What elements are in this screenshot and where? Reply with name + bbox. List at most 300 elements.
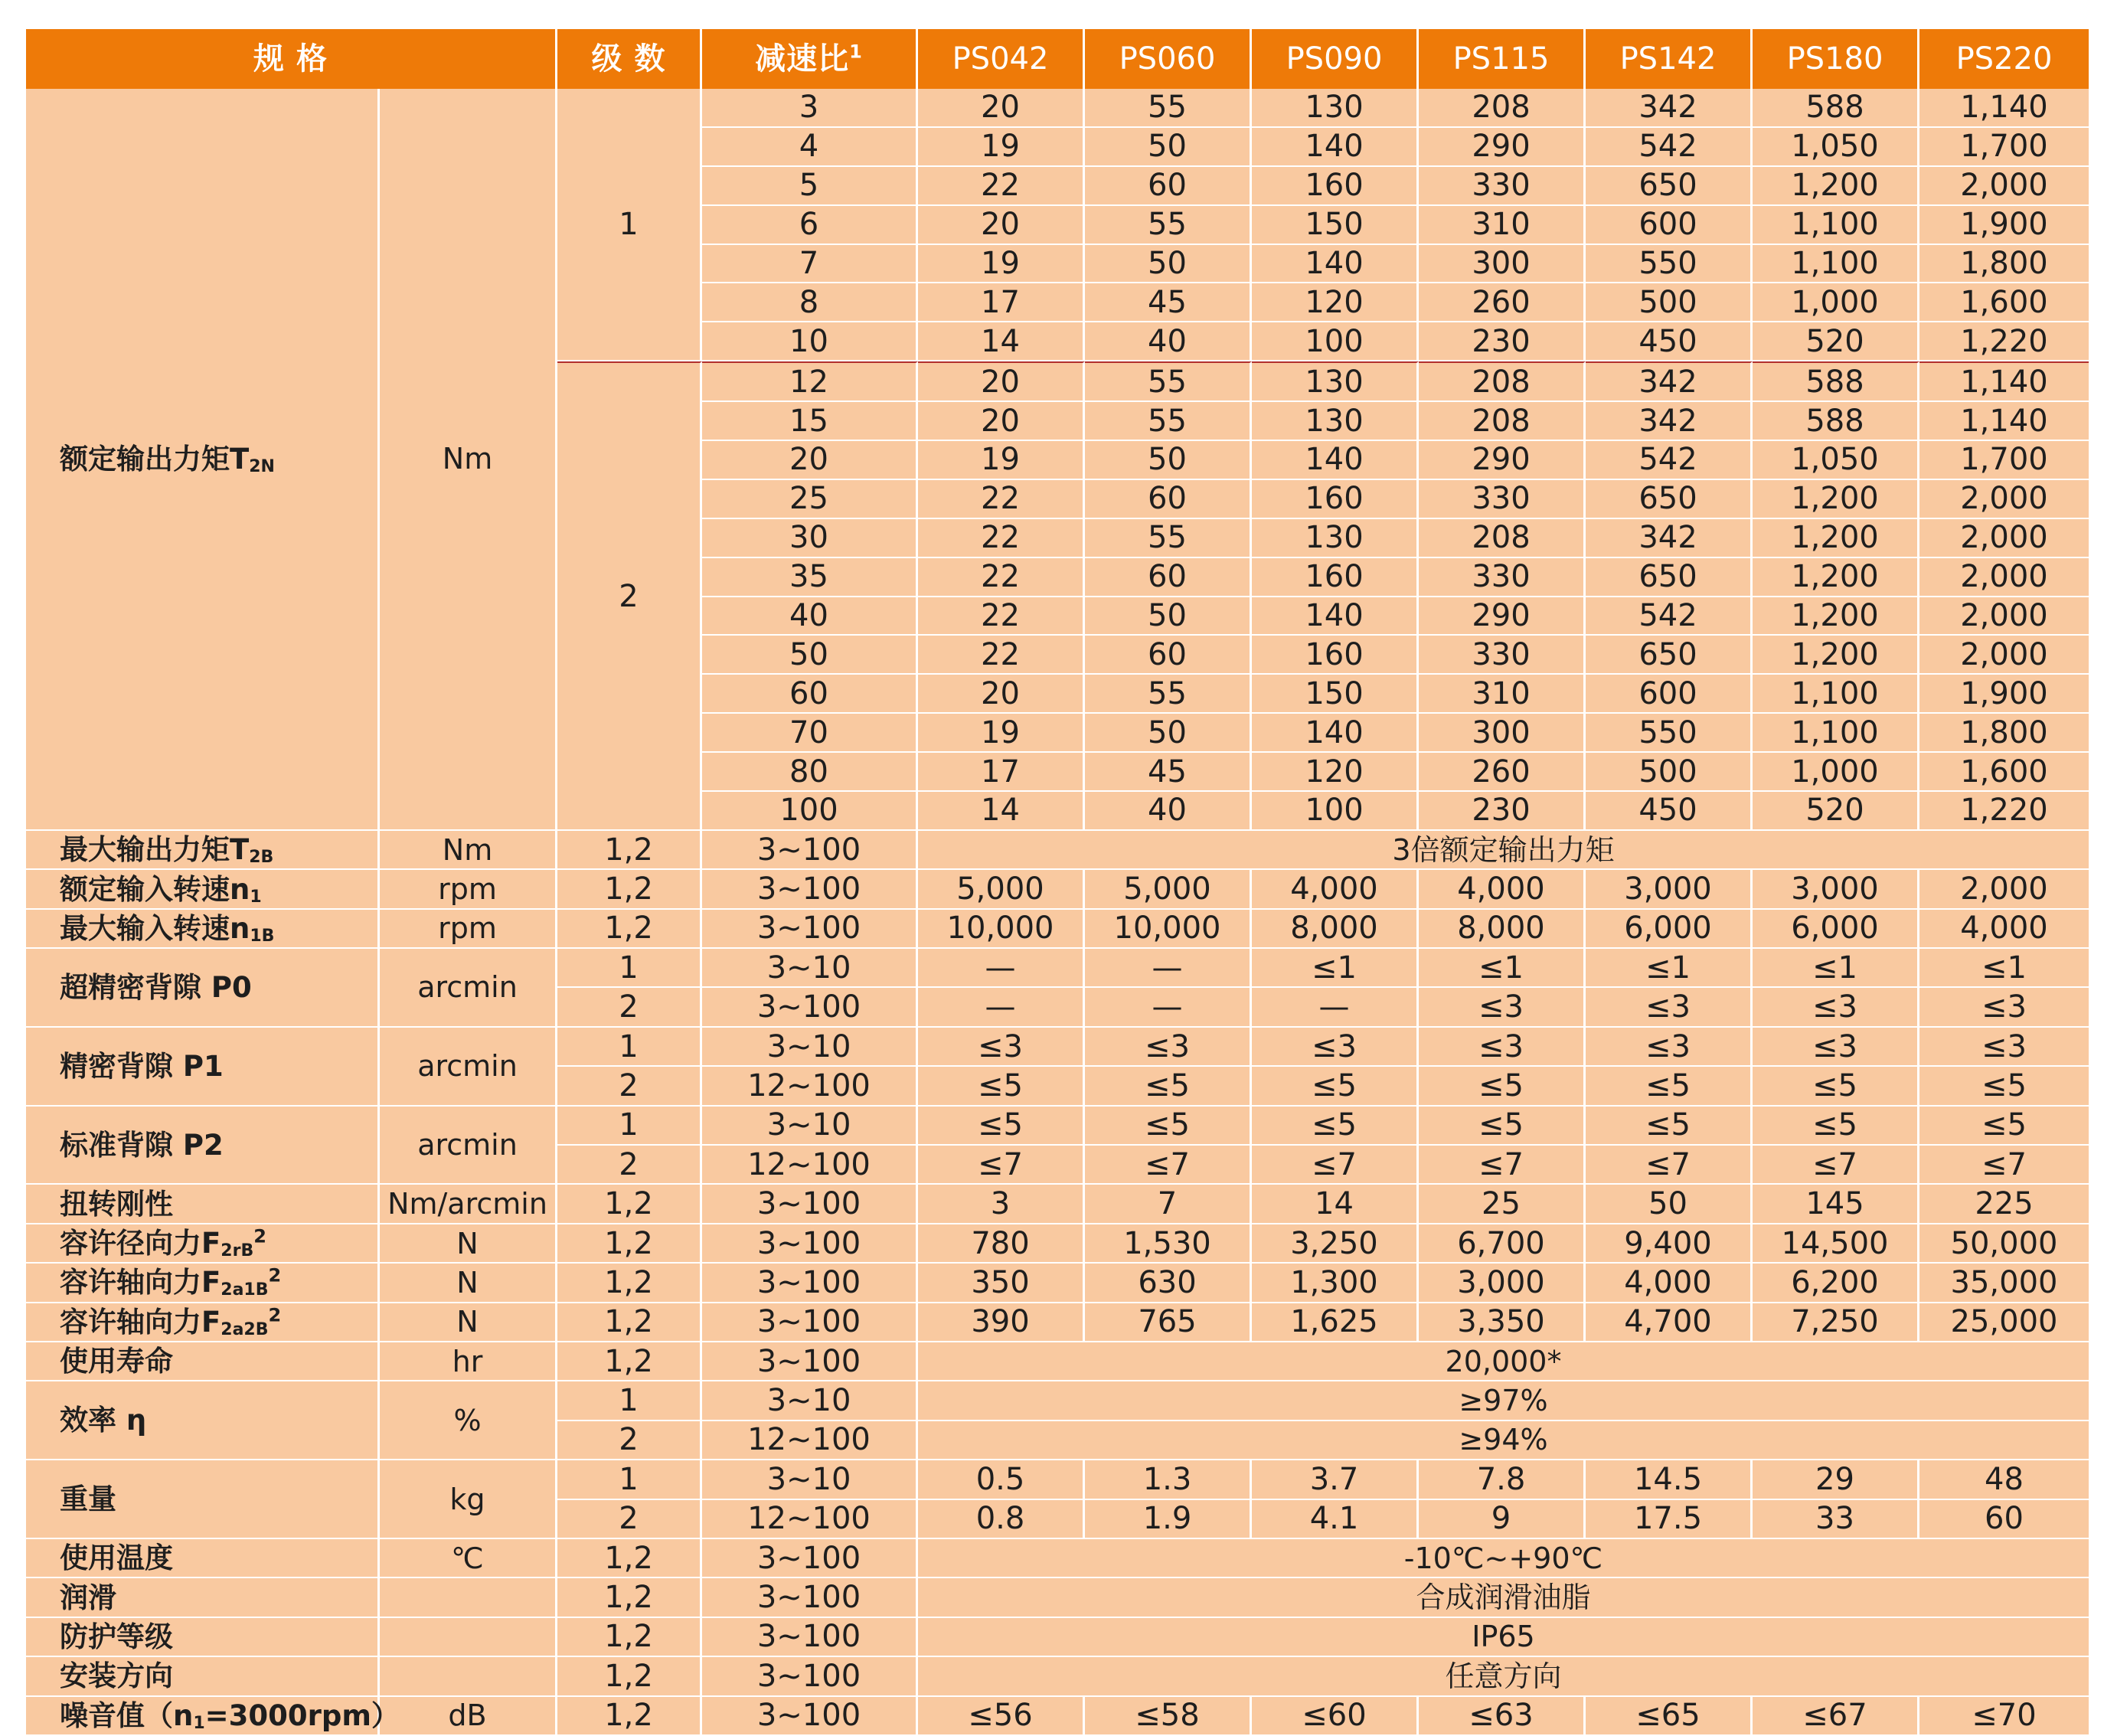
value-cell-ps042: 22 [918, 636, 1085, 675]
value-cell-ps115: 208 [1419, 89, 1586, 128]
value-cell-ps220: 35,000 [1919, 1264, 2089, 1303]
value-cell-ps220: 4,000 [1919, 910, 2089, 949]
stage-1-cell: 1 [557, 89, 702, 361]
value-cell-ps090: ≤5 [1252, 1067, 1419, 1106]
value-cell-ps142: 14.5 [1586, 1460, 1753, 1499]
value-cell-ps180: 1,200 [1753, 597, 1919, 636]
value-cell-ps180: 588 [1753, 402, 1919, 441]
value-cell-ps115: 300 [1419, 714, 1586, 753]
value-cell-ps142: ≤5 [1586, 1067, 1753, 1106]
value-cell-ps180: ≤1 [1753, 949, 1919, 988]
value-cell-ps060: 55 [1085, 361, 1252, 402]
value-cell-ps142: 550 [1586, 714, 1753, 753]
value-cell-ps090: ≤7 [1252, 1146, 1419, 1185]
value-cell-ps042: 20 [918, 206, 1085, 245]
value-cell-ps115: 208 [1419, 519, 1586, 558]
value-cell-ps042: 390 [918, 1303, 1085, 1342]
value-cell-ps115: 230 [1419, 792, 1586, 831]
row-label-text: 额定输入转速n [60, 872, 250, 906]
value-cell-ps142: ≤5 [1586, 1107, 1753, 1146]
value-cell-ps060: 765 [1085, 1303, 1252, 1342]
value-cell-ps090: 14 [1252, 1185, 1419, 1224]
value-cell-ps060: ≤7 [1085, 1146, 1252, 1185]
efficiency-row [26, 1381, 2089, 1421]
value-cell-ps115: ≤7 [1419, 1146, 1586, 1185]
header-ratio [702, 29, 918, 89]
rated-torque-row [26, 89, 2089, 128]
value-cell-ps180: ≤7 [1753, 1146, 1919, 1185]
value-cell-ps115: 290 [1419, 597, 1586, 636]
value-cell-ps220: ≤1 [1919, 949, 2089, 988]
header-model-ps115: PS115 [1419, 29, 1586, 89]
value-cell-ps180: ≤3 [1753, 1028, 1919, 1067]
efficiency-stage: 1 [557, 1381, 702, 1421]
value-cell-ps115: 290 [1419, 128, 1586, 167]
value-cell-ps090: 150 [1252, 675, 1419, 714]
value-cell-ps090: 3.7 [1252, 1460, 1419, 1499]
value-cell-ps115: 6,700 [1419, 1224, 1586, 1264]
value-cell-ps042: 19 [918, 714, 1085, 753]
value-cell-ps115: 230 [1419, 322, 1586, 361]
row-label-text: 最大输出力矩T [60, 833, 250, 867]
rated-speed-ratio: 3~100 [702, 870, 918, 909]
value-cell-ps142: 600 [1586, 675, 1753, 714]
value-cell-ps090: 1,300 [1252, 1264, 1419, 1303]
value-cell-ps115: 330 [1419, 167, 1586, 206]
value-cell-ps142: 3,000 [1586, 870, 1753, 909]
ratio-cell: 5 [702, 167, 918, 206]
weight-stage: 1 [557, 1460, 702, 1499]
value-cell-ps142: 450 [1586, 792, 1753, 831]
value-cell-ps060: 55 [1085, 402, 1252, 441]
value-cell-ps180: ≤5 [1753, 1107, 1919, 1146]
value-cell-ps115: 208 [1419, 361, 1586, 402]
value-cell-ps042: 20 [918, 361, 1085, 402]
value-cell-ps180: ≤67 [1753, 1697, 1919, 1736]
torsional-stiffness-label [26, 1185, 380, 1224]
value-cell-ps220: 1,600 [1919, 753, 2089, 792]
value-cell-ps060: 7 [1085, 1185, 1252, 1224]
value-cell-ps220: ≤3 [1919, 988, 2089, 1027]
value-cell-ps180: 1,200 [1753, 480, 1919, 519]
backlash-p1-row [26, 1028, 2089, 1067]
value-cell-ps060: 50 [1085, 245, 1252, 284]
row-label-text: 额定输出力矩T [60, 442, 250, 476]
value-cell-ps090: 130 [1252, 361, 1419, 402]
backlash-p2-stage: 1 [557, 1107, 702, 1146]
value-cell-ps060: 55 [1085, 206, 1252, 245]
backlash-p2-stage: 2 [557, 1146, 702, 1185]
max-speed-ratio: 3~100 [702, 910, 918, 949]
ratio-cell: 8 [702, 283, 918, 322]
value-cell-ps042: 350 [918, 1264, 1085, 1303]
value-cell-ps042: 20 [918, 402, 1085, 441]
backlash-p1-unit: arcmin [380, 1028, 557, 1107]
value-cell-ps060: 60 [1085, 480, 1252, 519]
max-torque-value: 3倍额定输出力矩 [918, 831, 2089, 870]
axial-force-2-label [26, 1303, 380, 1342]
backlash-p0-ratio: 3~10 [702, 949, 918, 988]
value-cell-ps180: 33 [1753, 1500, 1919, 1539]
ratio-cell: 6 [702, 206, 918, 245]
value-cell-ps090: 130 [1252, 402, 1419, 441]
value-cell-ps220: ≤5 [1919, 1067, 2089, 1106]
service-life-stage: 1,2 [557, 1342, 702, 1381]
service-life-unit: hr [380, 1342, 557, 1381]
value-cell-ps115: 260 [1419, 753, 1586, 792]
value-cell-ps090: 160 [1252, 558, 1419, 597]
service-life-value: 20,000* [918, 1342, 2089, 1381]
backlash-p0-stage: 1 [557, 949, 702, 988]
efficiency-unit: % [380, 1381, 557, 1460]
value-cell-ps115: 290 [1419, 441, 1586, 480]
value-cell-ps180: 520 [1753, 792, 1919, 831]
mounting-direction-ratio: 3~100 [702, 1657, 918, 1696]
noise-level-stage: 1,2 [557, 1697, 702, 1736]
value-cell-ps090: 8,000 [1252, 910, 1419, 949]
value-cell-ps042: 22 [918, 167, 1085, 206]
value-cell-ps042: ≤7 [918, 1146, 1085, 1185]
value-cell-ps180: 1,200 [1753, 167, 1919, 206]
value-cell-ps142: ≤7 [1586, 1146, 1753, 1185]
header-model-ps060: PS060 [1085, 29, 1252, 89]
operating-temperature-label [26, 1539, 380, 1578]
protection-class-stage: 1,2 [557, 1618, 702, 1657]
value-cell-ps115: 300 [1419, 245, 1586, 284]
value-cell-ps180: 1,100 [1753, 206, 1919, 245]
value-cell-ps115: ≤3 [1419, 1028, 1586, 1067]
value-cell-ps115: 330 [1419, 480, 1586, 519]
value-cell-ps060: 50 [1085, 441, 1252, 480]
row-label-text: 容许轴向力F [60, 1305, 221, 1339]
value-cell-ps142: 4,700 [1586, 1303, 1753, 1342]
torsional-stiffness-stage: 1,2 [557, 1185, 702, 1224]
value-cell-ps042: 22 [918, 480, 1085, 519]
value-cell-ps090: 100 [1252, 792, 1419, 831]
ratio-cell: 15 [702, 402, 918, 441]
value-cell-ps060: 5,000 [1085, 870, 1252, 909]
value-cell-ps142: 500 [1586, 753, 1753, 792]
value-cell-ps090: ≤3 [1252, 1028, 1419, 1067]
value-cell-ps090: 120 [1252, 283, 1419, 322]
value-cell-ps090: 100 [1252, 322, 1419, 361]
weight-stage: 2 [557, 1500, 702, 1539]
value-cell-ps090: 4,000 [1252, 870, 1419, 909]
value-cell-ps060: 40 [1085, 322, 1252, 361]
value-cell-ps090: 140 [1252, 597, 1419, 636]
value-cell-ps142: 650 [1586, 636, 1753, 675]
axial-force-2-unit: N [380, 1303, 557, 1342]
ratio-cell: 12 [702, 361, 918, 402]
row-label-text: 安装方向 [60, 1659, 173, 1693]
radial-force-unit: N [380, 1224, 557, 1264]
row-label-subscript: 2B [249, 848, 274, 868]
protection-class-row [26, 1618, 2089, 1657]
value-cell-ps042: ≤5 [918, 1107, 1085, 1146]
value-cell-ps180: 6,000 [1753, 910, 1919, 949]
ratio-cell: 70 [702, 714, 918, 753]
protection-class-ratio: 3~100 [702, 1618, 918, 1657]
value-cell-ps060: 10,000 [1085, 910, 1252, 949]
value-cell-ps060: 45 [1085, 283, 1252, 322]
header-model-ps042: PS042 [918, 29, 1085, 89]
value-cell-ps060: 60 [1085, 636, 1252, 675]
protection-class-unit [380, 1618, 557, 1657]
mounting-direction-value: 任意方向 [918, 1657, 2089, 1696]
lubrication-row [26, 1578, 2089, 1617]
value-cell-ps220: 2,000 [1919, 597, 2089, 636]
value-cell-ps142: ≤3 [1586, 1028, 1753, 1067]
ratio-cell: 100 [702, 792, 918, 831]
value-cell-ps042: 20 [918, 89, 1085, 128]
axial-force-1-stage: 1,2 [557, 1264, 702, 1303]
value-cell-ps142: 342 [1586, 89, 1753, 128]
weight-row [26, 1460, 2089, 1499]
rated-speed-label [26, 870, 380, 909]
max-speed-label [26, 910, 380, 949]
value-cell-ps220: 1,900 [1919, 206, 2089, 245]
axial-force-2-ratio: 3~100 [702, 1303, 918, 1342]
value-cell-ps115: 260 [1419, 283, 1586, 322]
row-label-tail: =3000rpm） [204, 1698, 400, 1732]
row-label-text: 最大输入转速n [60, 911, 250, 945]
row-label-text: 润滑 [60, 1581, 116, 1614]
max-speed-stage: 1,2 [557, 910, 702, 949]
efficiency-label: 效率 η [26, 1381, 380, 1460]
max-speed-row [26, 910, 2089, 949]
value-cell-ps090: 160 [1252, 480, 1419, 519]
efficiency-value: ≥97% [918, 1381, 2089, 1421]
value-cell-ps180: 145 [1753, 1185, 1919, 1224]
backlash-p0-ratio: 3~100 [702, 988, 918, 1027]
header-stages: 级 数 [557, 29, 702, 89]
value-cell-ps090: 140 [1252, 128, 1419, 167]
value-cell-ps060: — [1085, 949, 1252, 988]
value-cell-ps220: 1,220 [1919, 792, 2089, 831]
value-cell-ps220: 1,140 [1919, 361, 2089, 402]
value-cell-ps042: 5,000 [918, 870, 1085, 909]
value-cell-ps090: 140 [1252, 441, 1419, 480]
value-cell-ps220: 2,000 [1919, 519, 2089, 558]
value-cell-ps142: 542 [1586, 597, 1753, 636]
efficiency-ratio: 3~10 [702, 1381, 918, 1421]
row-label-subscript: 2a1B [221, 1280, 269, 1300]
row-label-superscript: 2 [268, 1304, 282, 1326]
lubrication-label [26, 1578, 380, 1617]
value-cell-ps115: 3,000 [1419, 1264, 1586, 1303]
rated-torque-label [26, 89, 380, 831]
value-cell-ps060: 50 [1085, 714, 1252, 753]
value-cell-ps090: 130 [1252, 519, 1419, 558]
value-cell-ps180: 1,000 [1753, 753, 1919, 792]
row-label-superscript: 2 [268, 1265, 282, 1287]
value-cell-ps115: 25 [1419, 1185, 1586, 1224]
backlash-p2-label: 标准背隙 P2 [26, 1107, 380, 1185]
value-cell-ps142: 17.5 [1586, 1500, 1753, 1539]
operating-temperature-value: -10℃~+90℃ [918, 1539, 2089, 1578]
header-model-ps180: PS180 [1753, 29, 1919, 89]
value-cell-ps060: 60 [1085, 558, 1252, 597]
value-cell-ps142: ≤3 [1586, 988, 1753, 1027]
value-cell-ps060: 1,530 [1085, 1224, 1252, 1264]
value-cell-ps115: 330 [1419, 636, 1586, 675]
value-cell-ps042: 3 [918, 1185, 1085, 1224]
row-label-text: 防护等级 [60, 1620, 173, 1653]
value-cell-ps060: ≤5 [1085, 1067, 1252, 1106]
row-label-text: 容许径向力F [60, 1227, 221, 1260]
mounting-direction-unit [380, 1657, 557, 1696]
value-cell-ps090: 160 [1252, 167, 1419, 206]
value-cell-ps180: 1,200 [1753, 636, 1919, 675]
value-cell-ps180: 1,100 [1753, 675, 1919, 714]
value-cell-ps042: 0.5 [918, 1460, 1085, 1499]
header-ratio-text: 减速比 [755, 41, 850, 77]
operating-temperature-row [26, 1539, 2089, 1578]
value-cell-ps220: 1,140 [1919, 89, 2089, 128]
service-life-label [26, 1342, 380, 1381]
value-cell-ps060: 55 [1085, 675, 1252, 714]
value-cell-ps060: 50 [1085, 128, 1252, 167]
service-life-ratio: 3~100 [702, 1342, 918, 1381]
ratio-cell: 20 [702, 441, 918, 480]
value-cell-ps042: 0.8 [918, 1500, 1085, 1539]
backlash-p1-ratio: 3~10 [702, 1028, 918, 1067]
backlash-p0-label: 超精密背隙 P0 [26, 949, 380, 1028]
value-cell-ps090: ≤5 [1252, 1107, 1419, 1146]
backlash-p1-stage: 2 [557, 1067, 702, 1106]
value-cell-ps115: 310 [1419, 206, 1586, 245]
max-speed-unit: rpm [380, 910, 557, 949]
value-cell-ps180: 1,050 [1753, 128, 1919, 167]
value-cell-ps090: 1,625 [1252, 1303, 1419, 1342]
weight-ratio: 3~10 [702, 1460, 918, 1499]
rated-torque-unit: Nm [380, 89, 557, 831]
value-cell-ps115: 9 [1419, 1500, 1586, 1539]
ratio-cell: 3 [702, 89, 918, 128]
value-cell-ps220: 1,800 [1919, 714, 2089, 753]
operating-temperature-stage: 1,2 [557, 1539, 702, 1578]
value-cell-ps060: 40 [1085, 792, 1252, 831]
value-cell-ps220: 1,900 [1919, 675, 2089, 714]
value-cell-ps220: 50,000 [1919, 1224, 2089, 1264]
row-label-text: 容许轴向力F [60, 1266, 221, 1300]
row-label-subscript: 1 [193, 1713, 205, 1733]
value-cell-ps220: 1,140 [1919, 402, 2089, 441]
value-cell-ps220: 1,220 [1919, 322, 2089, 361]
value-cell-ps142: 342 [1586, 519, 1753, 558]
value-cell-ps220: ≤3 [1919, 1028, 2089, 1067]
lubrication-value: 合成润滑油脂 [918, 1578, 2089, 1617]
value-cell-ps060: 50 [1085, 597, 1252, 636]
backlash-p2-unit: arcmin [380, 1107, 557, 1185]
lubrication-unit [380, 1578, 557, 1617]
ratio-cell: 40 [702, 597, 918, 636]
value-cell-ps220: 1,700 [1919, 441, 2089, 480]
value-cell-ps220: ≤70 [1919, 1697, 2089, 1736]
value-cell-ps115: ≤3 [1419, 988, 1586, 1027]
value-cell-ps115: ≤1 [1419, 949, 1586, 988]
backlash-p0-unit: arcmin [380, 949, 557, 1028]
value-cell-ps220: 225 [1919, 1185, 2089, 1224]
value-cell-ps042: ≤5 [918, 1067, 1085, 1106]
noise-level-ratio: 3~100 [702, 1697, 918, 1736]
value-cell-ps142: 600 [1586, 206, 1753, 245]
value-cell-ps042: 780 [918, 1224, 1085, 1264]
value-cell-ps090: ≤60 [1252, 1697, 1419, 1736]
value-cell-ps115: 4,000 [1419, 870, 1586, 909]
radial-force-ratio: 3~100 [702, 1224, 918, 1264]
row-label-text: 使用温度 [60, 1541, 173, 1575]
value-cell-ps042: 19 [918, 441, 1085, 480]
torsional-stiffness-row [26, 1185, 2089, 1224]
value-cell-ps115: ≤63 [1419, 1697, 1586, 1736]
value-cell-ps115: ≤5 [1419, 1067, 1586, 1106]
max-torque-unit: Nm [380, 831, 557, 870]
value-cell-ps042: 20 [918, 675, 1085, 714]
header-model-ps090: PS090 [1252, 29, 1419, 89]
value-cell-ps060: ≤5 [1085, 1107, 1252, 1146]
operating-temperature-unit: ℃ [380, 1539, 557, 1578]
value-cell-ps115: 208 [1419, 402, 1586, 441]
value-cell-ps060: 630 [1085, 1264, 1252, 1303]
row-label-superscript: 2 [253, 1225, 266, 1247]
ratio-cell: 60 [702, 675, 918, 714]
value-cell-ps042: — [918, 988, 1085, 1027]
noise-level-label [26, 1697, 400, 1736]
backlash-p1-stage: 1 [557, 1028, 702, 1067]
mounting-direction-stage: 1,2 [557, 1657, 702, 1696]
value-cell-ps060: — [1085, 988, 1252, 1027]
rated-speed-row [26, 870, 2089, 909]
value-cell-ps060: ≤58 [1085, 1697, 1252, 1736]
value-cell-ps180: 1,100 [1753, 245, 1919, 284]
lubrication-ratio: 3~100 [702, 1578, 918, 1617]
value-cell-ps042: — [918, 949, 1085, 988]
value-cell-ps142: ≤1 [1586, 949, 1753, 988]
value-cell-ps220: 2,000 [1919, 167, 2089, 206]
value-cell-ps180: 3,000 [1753, 870, 1919, 909]
value-cell-ps060: 1.3 [1085, 1460, 1252, 1499]
axial-force-2-stage: 1,2 [557, 1303, 702, 1342]
value-cell-ps115: ≤5 [1419, 1107, 1586, 1146]
value-cell-ps220: 2,000 [1919, 636, 2089, 675]
value-cell-ps090: 140 [1252, 714, 1419, 753]
value-cell-ps042: 17 [918, 283, 1085, 322]
ratio-cell: 7 [702, 245, 918, 284]
value-cell-ps142: 342 [1586, 402, 1753, 441]
max-torque-row [26, 831, 2089, 870]
value-cell-ps180: 588 [1753, 89, 1919, 128]
value-cell-ps220: 1,700 [1919, 128, 2089, 167]
value-cell-ps180: 1,050 [1753, 441, 1919, 480]
value-cell-ps090: 4.1 [1252, 1500, 1419, 1539]
efficiency-ratio: 12~100 [702, 1421, 918, 1460]
value-cell-ps042: 22 [918, 558, 1085, 597]
value-cell-ps220: 25,000 [1919, 1303, 2089, 1342]
torsional-stiffness-unit: Nm/arcmin [380, 1185, 557, 1224]
backlash-p0-stage: 2 [557, 988, 702, 1027]
value-cell-ps142: 500 [1586, 283, 1753, 322]
radial-force-stage: 1,2 [557, 1224, 702, 1264]
value-cell-ps142: 6,000 [1586, 910, 1753, 949]
value-cell-ps115: 7.8 [1419, 1460, 1586, 1499]
protection-class-label [26, 1618, 380, 1657]
rated-speed-stage: 1,2 [557, 870, 702, 909]
value-cell-ps142: 650 [1586, 480, 1753, 519]
weight-unit: kg [380, 1460, 557, 1539]
radial-force-row [26, 1224, 2089, 1264]
value-cell-ps180: ≤3 [1753, 988, 1919, 1027]
